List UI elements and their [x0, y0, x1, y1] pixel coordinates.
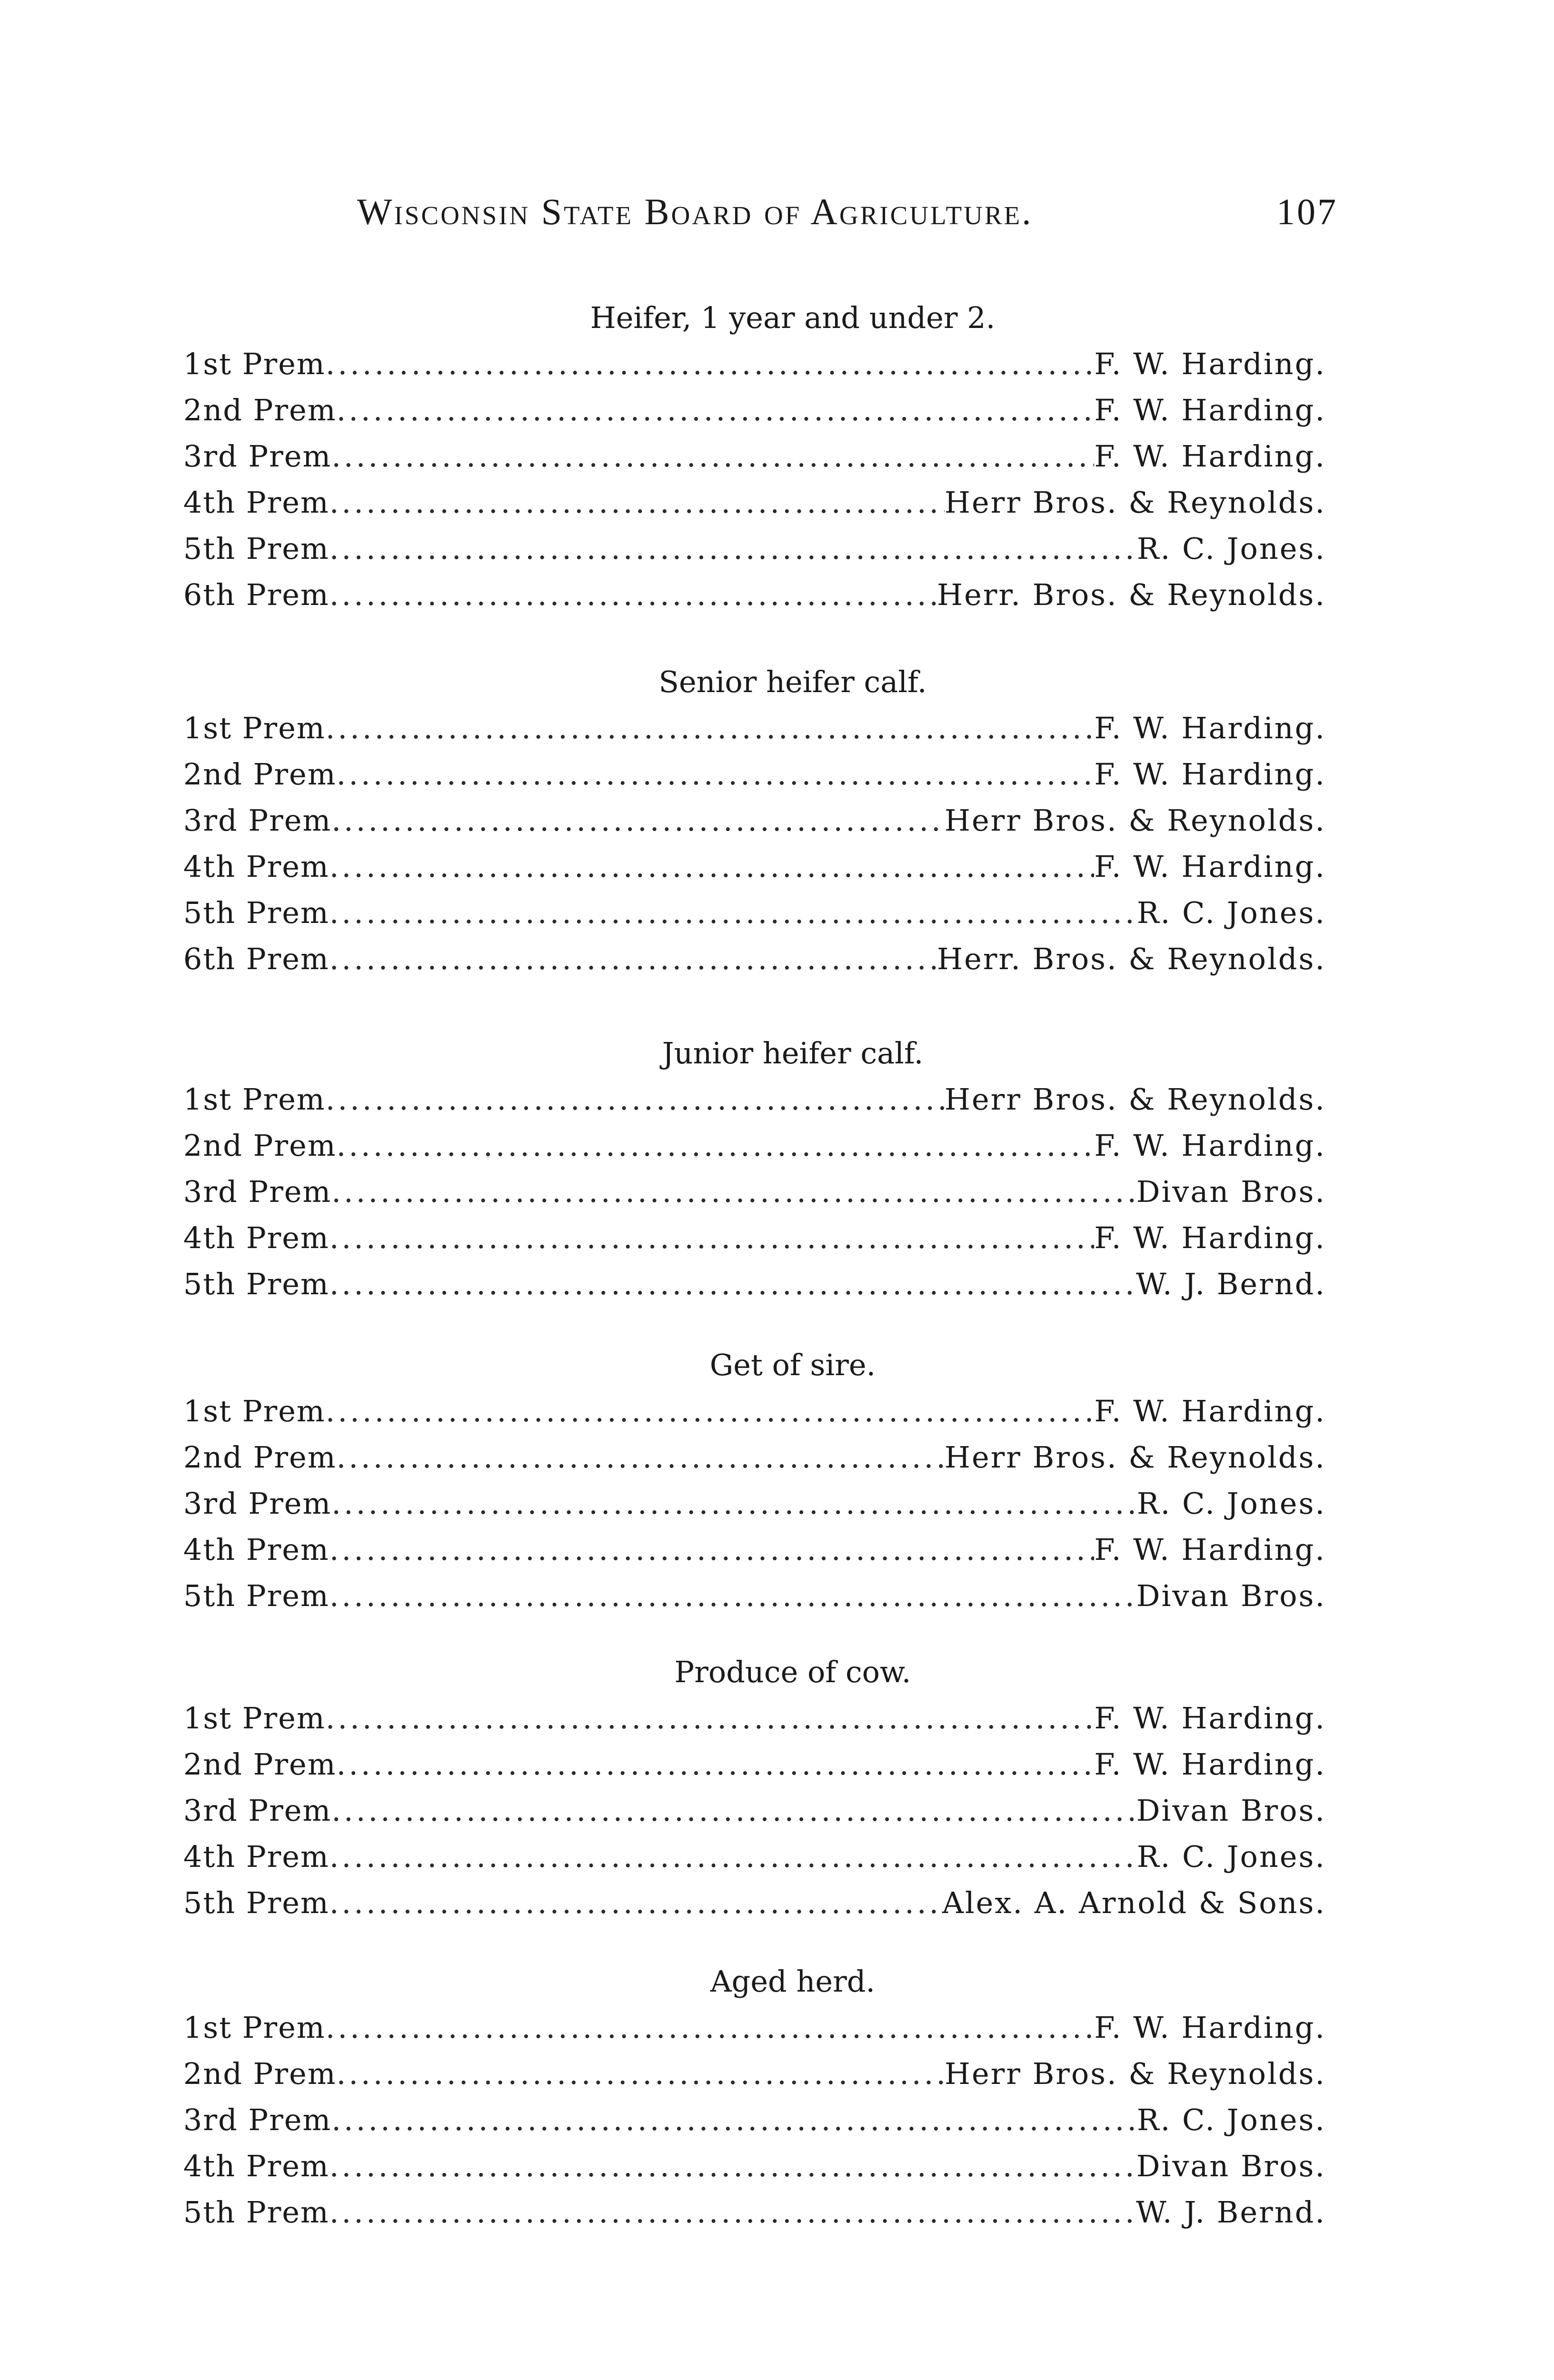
dot-leader	[326, 2004, 1095, 2051]
dot-leader	[331, 1169, 1136, 1215]
premium-winner: Herr. Bros. & Reynolds.	[937, 942, 1326, 976]
premium-place: 2nd Prem	[183, 1440, 337, 1475]
dot-leader	[329, 2143, 1136, 2189]
dot-leader	[331, 2097, 1137, 2143]
section-heading: Senior heifer calf.	[658, 664, 927, 699]
dot-leader	[329, 479, 945, 526]
premium-entry	[183, 1076, 1326, 1122]
premium-place: 6th Prem	[183, 577, 329, 612]
premium-winner: F. W. Harding.	[1094, 849, 1326, 884]
premium-place: 3rd Prem	[183, 2102, 332, 2137]
premium-entry	[183, 2097, 1326, 2143]
dot-leader	[326, 341, 1095, 387]
premium-place: 3rd Prem	[183, 1486, 332, 1521]
premium-winner: Herr Bros. & Reynolds.	[944, 1082, 1326, 1117]
dot-leader	[326, 705, 1095, 751]
premium-place: 5th Prem	[183, 531, 329, 566]
premium-place: 3rd Prem	[183, 1793, 332, 1828]
premium-entry	[183, 843, 1326, 890]
premium-entry	[183, 1480, 1326, 1527]
dot-leader	[329, 526, 1137, 572]
premium-entry	[183, 2143, 1326, 2189]
premium-entry	[183, 1261, 1326, 1307]
premium-entry	[183, 1527, 1326, 1573]
premium-place: 2nd Prem	[183, 2056, 337, 2091]
premium-place: 4th Prem	[183, 2149, 329, 2183]
dot-leader	[337, 1434, 945, 1480]
premium-place: 1st Prem	[183, 1394, 326, 1428]
section-heading: Get of sire.	[709, 1348, 876, 1382]
premium-winner: F. W. Harding.	[1094, 711, 1326, 745]
premium-entry	[183, 1434, 1326, 1480]
premium-winner: Herr Bros. & Reynolds.	[944, 803, 1326, 838]
premium-entry	[183, 797, 1326, 843]
premium-place: 1st Prem	[183, 347, 326, 381]
dot-leader	[329, 1215, 1095, 1261]
premium-place: 3rd Prem	[183, 803, 332, 838]
dot-leader	[337, 1122, 1095, 1169]
dot-leader	[337, 2051, 945, 2097]
dot-leader	[331, 1787, 1136, 1834]
dot-leader	[337, 1741, 1095, 1787]
running-head	[357, 190, 1338, 257]
premium-entry	[183, 1880, 1326, 1926]
premium-winner: F. W. Harding.	[1094, 757, 1326, 792]
premium-winner: Divan Bros.	[1136, 1793, 1326, 1828]
premium-winner: Herr Bros. & Reynolds.	[944, 2056, 1326, 2091]
dot-leader	[331, 797, 945, 843]
premium-place: 1st Prem	[183, 711, 326, 745]
premium-winner: Divan Bros.	[1136, 1174, 1326, 1209]
section-heading: Produce of cow.	[674, 1655, 911, 1689]
premium-place: 5th Prem	[183, 1578, 329, 1613]
premium-winner: F. W. Harding.	[1094, 439, 1326, 474]
premium-entry	[183, 2189, 1326, 2235]
premium-entry	[183, 526, 1326, 572]
premium-winner: F. W. Harding.	[1094, 2010, 1326, 2045]
section-get-of-sire	[183, 1342, 1326, 1619]
premium-place: 5th Prem	[183, 1885, 329, 1920]
dot-leader	[329, 1880, 942, 1926]
premium-winner: Divan Bros.	[1136, 2149, 1326, 2183]
premium-place: 5th Prem	[183, 1267, 329, 1301]
dot-leader	[326, 1388, 1095, 1434]
dot-leader	[329, 843, 1095, 890]
premium-entry	[183, 572, 1326, 618]
dot-leader	[329, 572, 937, 618]
premium-entry	[183, 2051, 1326, 2097]
dot-leader	[329, 1261, 1136, 1307]
dot-leader	[337, 387, 1095, 433]
premium-winner: F. W. Harding.	[1094, 347, 1326, 381]
dot-leader	[329, 890, 1137, 936]
dot-leader	[337, 751, 1095, 797]
premium-winner: Herr Bros. & Reynolds.	[944, 485, 1326, 520]
premium-winner: Alex. A. Arnold & Sons.	[942, 1885, 1326, 1920]
premium-entry	[183, 2004, 1326, 2051]
dot-leader	[331, 433, 1094, 479]
dot-leader	[329, 1527, 1095, 1573]
premium-entry	[183, 936, 1326, 982]
premium-entry	[183, 1834, 1326, 1880]
premium-entry	[183, 1787, 1326, 1834]
premium-place: 2nd Prem	[183, 1747, 337, 1782]
premium-entry	[183, 1215, 1326, 1261]
premium-place: 2nd Prem	[183, 393, 337, 427]
premium-place: 1st Prem	[183, 1701, 326, 1735]
premium-place: 5th Prem	[183, 2195, 329, 2230]
premium-place: 4th Prem	[183, 849, 329, 884]
premium-place: 1st Prem	[183, 2010, 326, 2045]
premium-winner: R. C. Jones.	[1136, 531, 1326, 566]
premium-place: 3rd Prem	[183, 1174, 332, 1209]
premium-entry	[183, 890, 1326, 936]
premium-winner: R. C. Jones.	[1136, 2102, 1326, 2137]
premium-entry	[183, 1169, 1326, 1215]
dot-leader	[329, 936, 937, 982]
premium-winner: W. J. Bernd.	[1136, 2195, 1326, 2230]
premium-winner: R. C. Jones.	[1136, 1486, 1326, 1521]
premium-place: 4th Prem	[183, 1532, 329, 1567]
premium-winner: F. W. Harding.	[1094, 1394, 1326, 1428]
dot-leader	[329, 1573, 1136, 1619]
premium-place: 4th Prem	[183, 1220, 329, 1255]
section-senior-heifer-calf	[183, 659, 1326, 982]
section-heading: Junior heifer calf.	[662, 1036, 924, 1071]
premium-entry	[183, 1388, 1326, 1434]
premium-entry	[183, 705, 1326, 751]
premium-winner: Divan Bros.	[1136, 1578, 1326, 1613]
premium-entry	[183, 1573, 1326, 1619]
premium-place: 4th Prem	[183, 1839, 329, 1874]
dot-leader	[331, 1480, 1137, 1527]
premium-winner: R. C. Jones.	[1136, 895, 1326, 930]
premium-winner: W. J. Bernd.	[1136, 1267, 1326, 1301]
premium-entry	[183, 1695, 1326, 1741]
section-junior-heifer-calf	[183, 1031, 1326, 1307]
premium-winner: F. W. Harding.	[1094, 1128, 1326, 1163]
section-heading: Heifer, 1 year and under 2.	[590, 300, 996, 335]
premium-winner: R. C. Jones.	[1136, 1839, 1326, 1874]
premium-entry	[183, 479, 1326, 526]
premium-entry	[183, 387, 1326, 433]
premium-winner: Herr. Bros. & Reynolds.	[937, 577, 1326, 612]
dot-leader	[329, 2189, 1136, 2235]
premium-winner: Herr Bros. & Reynolds.	[944, 1440, 1326, 1475]
premium-entry	[183, 341, 1326, 387]
premium-winner: F. W. Harding.	[1094, 1701, 1326, 1735]
premium-entry	[183, 1122, 1326, 1169]
premium-place: 2nd Prem	[183, 757, 337, 792]
dot-leader	[326, 1695, 1095, 1741]
premium-place: 4th Prem	[183, 485, 329, 520]
premium-place: 6th Prem	[183, 942, 329, 976]
premium-winner: F. W. Harding.	[1094, 1532, 1326, 1567]
section-heading: Aged herd.	[710, 1964, 876, 1999]
premium-entry	[183, 433, 1326, 479]
premium-winner: F. W. Harding.	[1094, 1220, 1326, 1255]
dot-leader	[329, 1834, 1137, 1880]
premium-entry	[183, 751, 1326, 797]
premium-entry	[183, 1741, 1326, 1787]
premium-place: 3rd Prem	[183, 439, 332, 474]
premium-place: 2nd Prem	[183, 1128, 337, 1163]
section-heifer-1-year	[183, 295, 1326, 618]
premium-winner: F. W. Harding.	[1094, 1747, 1326, 1782]
premium-place: 5th Prem	[183, 895, 329, 930]
running-head-title: Wisconsin State Board of Agriculture.	[357, 191, 1033, 232]
page-number: 107	[1276, 191, 1338, 232]
section-aged-herd	[183, 1959, 1326, 2235]
dot-leader	[326, 1076, 945, 1122]
premium-place: 1st Prem	[183, 1082, 326, 1117]
premium-winner: F. W. Harding.	[1094, 393, 1326, 427]
section-produce-of-cow	[183, 1649, 1326, 1926]
